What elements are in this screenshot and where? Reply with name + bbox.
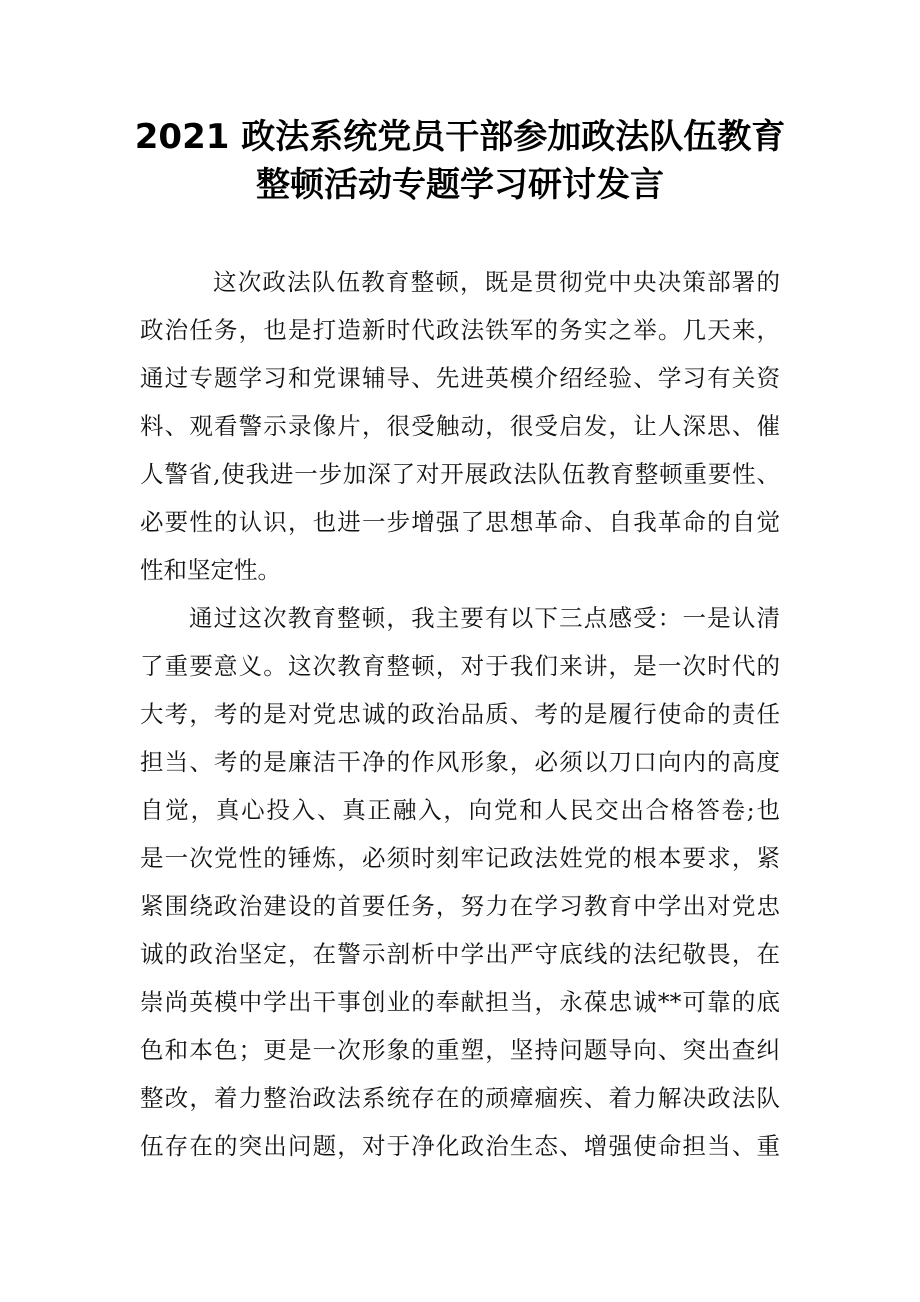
document-title-line-2: 整顿活动专题学习研讨发言 <box>256 165 664 205</box>
paragraph-2-line-3: 大考，考的是对党忠诚的政治品质、考的是履行使命的责任 <box>140 700 780 728</box>
paragraph-2-line-12: 伍存在的突出问题，对于净化政治生态、增强使命担当、重 <box>140 1132 780 1160</box>
paragraph-2-line-9: 崇尚英模中学出干事创业的奉献担当，永葆忠诚**可靠的底 <box>140 988 780 1016</box>
paragraph-2-line-8: 诚的政治坚定，在警示剖析中学出严守底线的法纪敬畏，在 <box>140 940 780 968</box>
paragraph-2-line-7: 紧围绕政治建设的首要任务，努力在学习教育中学出对党忠 <box>140 892 780 920</box>
paragraph-2-line-10: 色和本色；更是一次形象的重塑，坚持问题导向、突出查纠 <box>140 1036 780 1064</box>
paragraph-1-line-2: 政治任务，也是打造新时代政法铁军的务实之举。几天来， <box>140 316 780 344</box>
document-title-line-1: 2021 政法系统党员干部参加政法队伍教育 <box>134 117 786 157</box>
paragraph-1-line-3: 通过专题学习和党课辅导、先进英模介绍经验、学习有关资 <box>140 364 780 392</box>
paragraph-1-line-6: 必要性的认识，也进一步增强了思想革命、自我革命的自觉 <box>140 508 780 536</box>
paragraph-2-line-1: 通过这次教育整顿，我主要有以下三点感受：一是认清 <box>189 604 780 632</box>
paragraph-1-line-5: 人警省,使我进一步加深了对开展政法队伍教育整顿重要性、 <box>140 460 780 488</box>
paragraph-2-line-6: 是一次党性的锤炼，必须时刻牢记政法姓党的根本要求，紧 <box>140 844 780 872</box>
paragraph-1-line-1: 这次政法队伍教育整顿，既是贯彻党中央决策部署的 <box>213 268 780 296</box>
paragraph-2-line-2: 了重要意义。这次教育整顿，对于我们来讲，是一次时代的 <box>140 652 780 680</box>
paragraph-2-line-11: 整改，着力整治政法系统存在的顽瘴痼疾、着力解决政法队 <box>140 1084 780 1112</box>
paragraph-1-line-7: 性和坚定性。 <box>140 556 281 584</box>
paragraph-2-line-4: 担当、考的是廉洁干净的作风形象，必须以刀口向内的高度 <box>140 748 780 776</box>
paragraph-1-line-4: 料、观看警示录像片，很受触动，很受启发，让人深思、催 <box>140 412 780 440</box>
paragraph-2-line-5: 自觉，真心投入、真正融入，向党和人民交出合格答卷;也 <box>140 796 780 824</box>
